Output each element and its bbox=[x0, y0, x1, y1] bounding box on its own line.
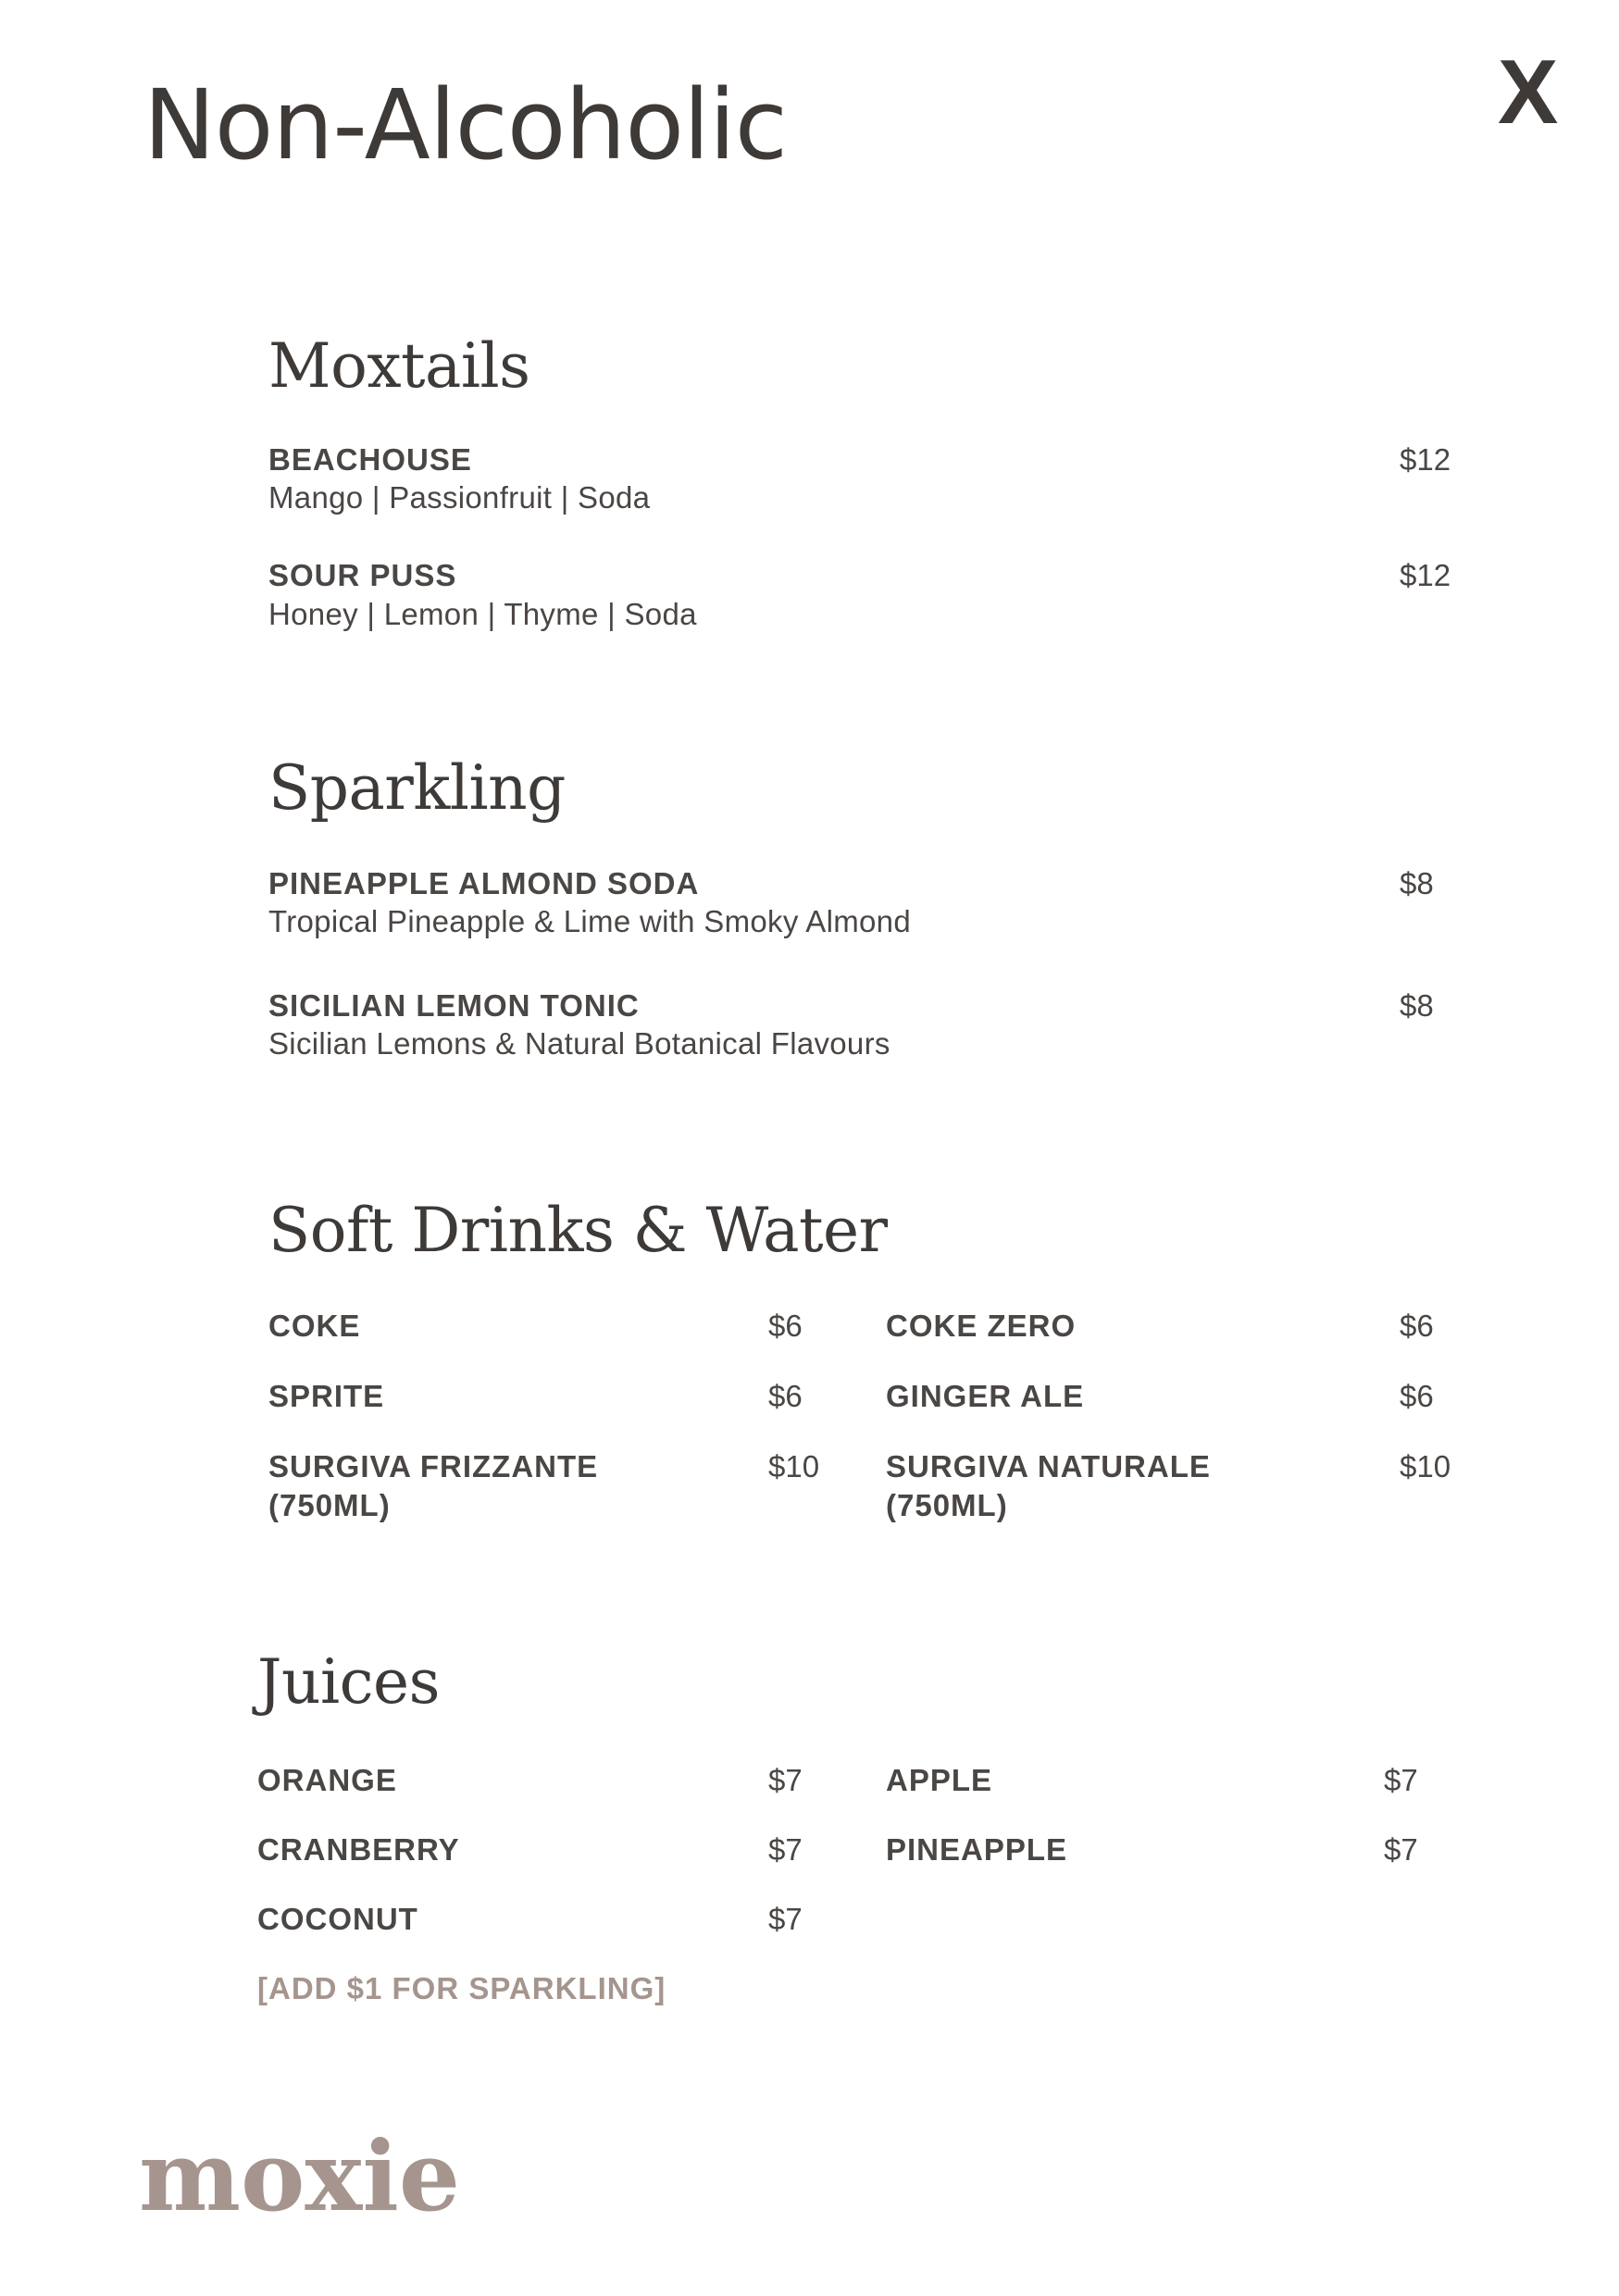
menu-item-name: SURGIVA FRIZZANTE bbox=[268, 1449, 599, 1483]
menu-item-price: $10 bbox=[1400, 1449, 1451, 1483]
section-title-soft-drinks: Soft Drinks & Water bbox=[268, 1195, 888, 1266]
section-title-moxtails: Moxtails bbox=[268, 330, 530, 402]
section-title-sparkling: Sparkling bbox=[268, 752, 566, 824]
brand-mark: X bbox=[1498, 41, 1559, 143]
menu-item-price: $7 bbox=[768, 1763, 803, 1797]
menu-item-price: $10 bbox=[768, 1449, 820, 1483]
menu-item-description: Mango | Passionfruit | Soda bbox=[268, 480, 651, 515]
section-title-juices: Juices bbox=[257, 1646, 440, 1718]
menu-item-name: COKE ZERO bbox=[886, 1309, 1077, 1343]
menu-item-description: Sicilian Lemons & Natural Botanical Flavours bbox=[268, 1026, 890, 1061]
menu-item-name: SURGIVA NATURALE bbox=[886, 1449, 1211, 1483]
menu-item-description: Tropical Pineapple & Lime with Smoky Almond bbox=[268, 904, 911, 938]
menu-item-name: SPRITE bbox=[268, 1379, 385, 1413]
page-title: Non-Alcoholic bbox=[143, 68, 787, 181]
menu-item-price: $12 bbox=[1400, 442, 1451, 477]
menu-item-description: Honey | Lemon | Thyme | Soda bbox=[268, 597, 697, 631]
menu-item-price: $8 bbox=[1400, 866, 1434, 900]
menu-item-name: SOUR PUSS bbox=[268, 558, 457, 592]
menu-item-name: SICILIAN LEMON TONIC bbox=[268, 988, 640, 1023]
menu-item-name: PINEAPPLE bbox=[886, 1832, 1068, 1867]
menu-item-price: $12 bbox=[1400, 558, 1451, 592]
menu-item-price: $7 bbox=[768, 1832, 803, 1867]
sparkling-note: [ADD $1 FOR SPARKLING] bbox=[257, 1971, 666, 2005]
menu-item-name: APPLE bbox=[886, 1763, 993, 1797]
menu-item-price: $6 bbox=[1400, 1309, 1434, 1343]
menu-item-price: $6 bbox=[1400, 1379, 1434, 1413]
menu-item-price: $6 bbox=[768, 1379, 803, 1413]
menu-item-name: CRANBERRY bbox=[257, 1832, 460, 1867]
moxie-logo: moxie bbox=[139, 2119, 461, 2233]
menu-item-name-size: (750ML) bbox=[268, 1488, 391, 1522]
menu-item-name: ORANGE bbox=[257, 1763, 397, 1797]
menu-item-price: $7 bbox=[1384, 1832, 1418, 1867]
menu-item-price: $6 bbox=[768, 1309, 803, 1343]
menu-item-name: BEACHOUSE bbox=[268, 442, 472, 477]
menu-item-name: PINEAPPLE ALMOND SODA bbox=[268, 866, 700, 900]
menu-item-price: $7 bbox=[1384, 1763, 1418, 1797]
menu-item-name: COKE bbox=[268, 1309, 361, 1343]
menu-item-price: $7 bbox=[768, 1902, 803, 1936]
menu-item-name: GINGER ALE bbox=[886, 1379, 1085, 1413]
menu-item-name-size: (750ML) bbox=[886, 1488, 1008, 1522]
menu-item-name: COCONUT bbox=[257, 1902, 418, 1936]
menu-item-price: $8 bbox=[1400, 988, 1434, 1023]
